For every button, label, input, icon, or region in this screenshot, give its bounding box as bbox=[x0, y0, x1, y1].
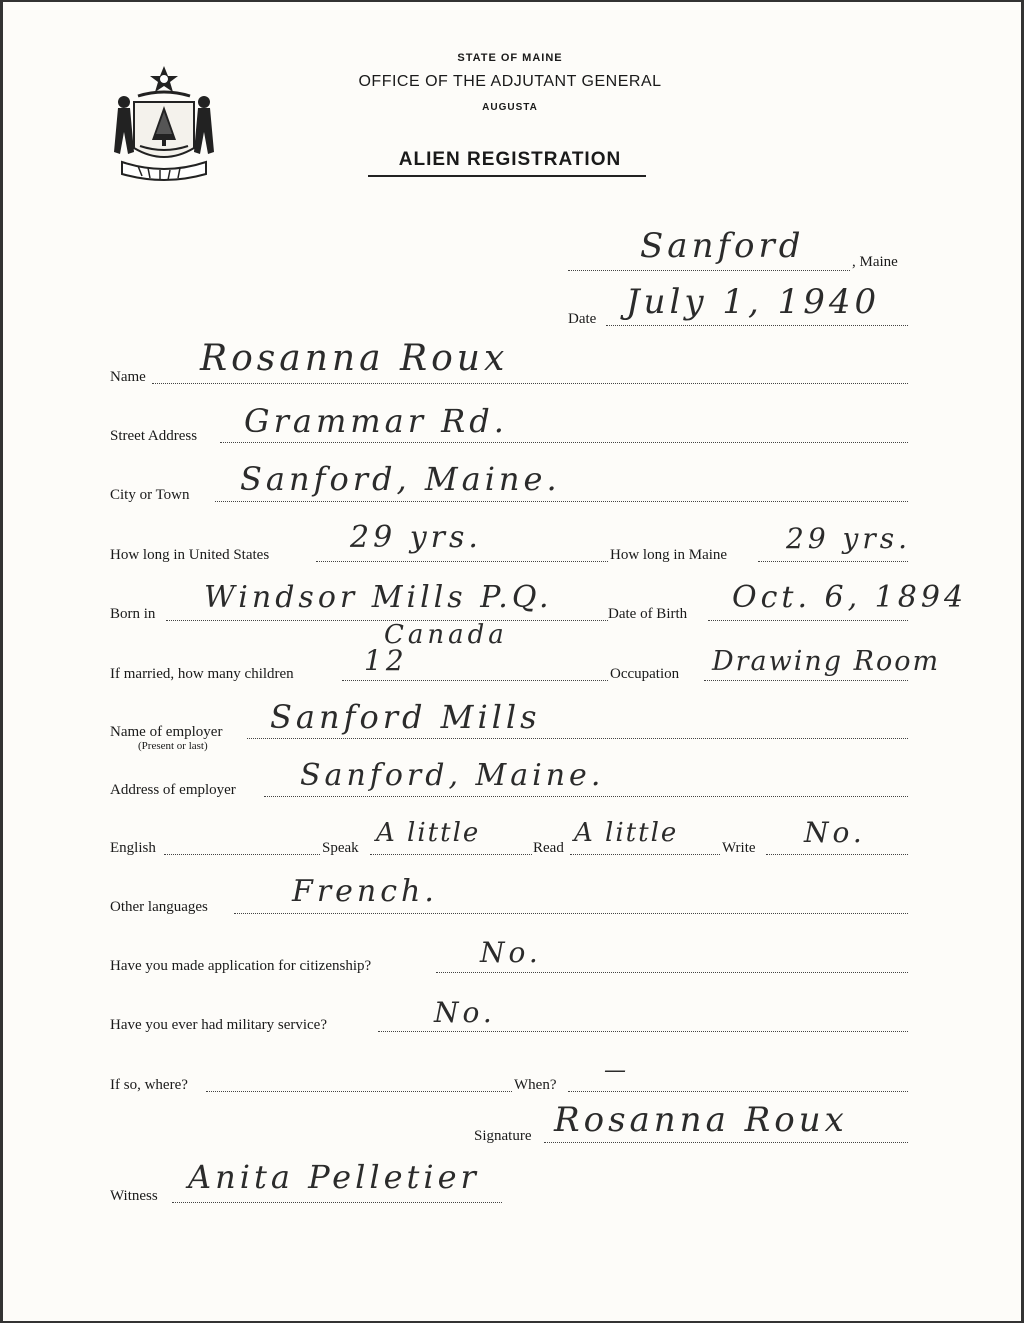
write-entry: No. bbox=[804, 816, 866, 849]
children-label: If married, how many children bbox=[110, 666, 294, 682]
header-city: AUGUSTA bbox=[482, 102, 538, 113]
when-line bbox=[568, 1091, 908, 1092]
read-entry: A little bbox=[574, 818, 679, 848]
witness-entry: Anita Pelletier bbox=[188, 1158, 480, 1196]
citizenship-entry: No. bbox=[480, 936, 542, 969]
town-entry: Sanford bbox=[640, 226, 805, 266]
form-title: ALIEN REGISTRATION bbox=[398, 149, 622, 170]
military-line bbox=[378, 1031, 908, 1032]
header-office: OFFICE OF THE ADJUTANT GENERAL bbox=[358, 73, 662, 90]
employer-address-line bbox=[264, 796, 908, 797]
read-label: Read bbox=[533, 840, 564, 856]
other-languages-entry: French. bbox=[292, 874, 438, 909]
occupation-entry: Drawing Room bbox=[712, 646, 941, 677]
frame-top bbox=[0, 0, 1024, 2]
employer-address-entry: Sanford, Maine. bbox=[300, 758, 605, 793]
military-label: Have you ever had military service? bbox=[110, 1017, 327, 1033]
name-label: Name bbox=[110, 369, 146, 385]
other-languages-label: Other languages bbox=[110, 899, 208, 915]
street-line bbox=[220, 442, 908, 443]
occupation-line bbox=[704, 680, 908, 681]
maine-seal-icon bbox=[108, 62, 220, 186]
how-long-us-label: How long in United States bbox=[110, 547, 270, 563]
frame-left bbox=[0, 0, 3, 1323]
town-line bbox=[568, 270, 850, 271]
born-in-entry: Windsor Mills P.Q. bbox=[204, 580, 553, 615]
city-entry: Sanford, Maine. bbox=[240, 460, 561, 498]
maine-suffix-label: , Maine bbox=[852, 254, 898, 270]
speak-entry: A little bbox=[376, 818, 481, 848]
write-line bbox=[766, 854, 908, 855]
employer-note: (Present or last) bbox=[138, 740, 208, 752]
signature-label: Signature bbox=[474, 1128, 532, 1144]
employer-label: Name of employer bbox=[110, 724, 223, 740]
signature-line bbox=[544, 1142, 908, 1143]
witness-label: Witness bbox=[110, 1188, 158, 1204]
employer-entry: Sanford Mills bbox=[270, 698, 541, 736]
date-of-birth-label: Date of Birth bbox=[608, 606, 688, 622]
write-label: Write bbox=[722, 840, 756, 856]
date-line bbox=[606, 325, 908, 326]
occupation-label: Occupation bbox=[610, 666, 680, 682]
employer-address-label: Address of employer bbox=[110, 782, 236, 798]
how-long-maine-line bbox=[758, 561, 908, 562]
when-entry: — bbox=[604, 1058, 630, 1083]
read-line bbox=[570, 854, 720, 855]
city-label: City or Town bbox=[110, 487, 190, 503]
name-line bbox=[152, 383, 908, 384]
street-entry: Grammar Rd. bbox=[244, 402, 508, 440]
speak-label: Speak bbox=[322, 840, 359, 856]
city-line bbox=[215, 501, 908, 502]
how-long-maine-label: How long in Maine bbox=[610, 547, 728, 563]
street-label: Street Address bbox=[110, 428, 198, 444]
witness-line bbox=[172, 1202, 502, 1203]
date-of-birth-entry: Oct. 6, 1894 bbox=[732, 580, 968, 615]
children-line bbox=[342, 680, 608, 681]
born-in-label: Born in bbox=[110, 606, 156, 622]
citizenship-label: Have you made application for citizenship? bbox=[110, 958, 372, 974]
date-entry: July 1, 1940 bbox=[626, 282, 881, 322]
name-entry: Rosanna Roux bbox=[200, 338, 509, 379]
english-line bbox=[164, 854, 320, 855]
where-line bbox=[206, 1091, 512, 1092]
how-long-us-line bbox=[316, 561, 608, 562]
date-of-birth-line bbox=[708, 620, 908, 621]
title-underline bbox=[368, 175, 646, 177]
date-label: Date bbox=[568, 311, 597, 327]
how-long-maine-entry: 29 yrs. bbox=[786, 522, 912, 555]
header-state: STATE OF MAINE bbox=[457, 52, 563, 64]
citizenship-line bbox=[436, 972, 908, 973]
military-entry: No. bbox=[434, 996, 496, 1029]
children-entry: 12 bbox=[364, 644, 408, 677]
born-country-entry: Canada bbox=[384, 620, 508, 650]
where-label: If so, where? bbox=[110, 1077, 188, 1093]
signature-entry: Rosanna Roux bbox=[554, 1100, 848, 1140]
how-long-us-entry: 29 yrs. bbox=[350, 520, 482, 555]
employer-line bbox=[247, 738, 908, 739]
speak-line bbox=[370, 854, 532, 855]
english-label: English bbox=[110, 840, 156, 856]
other-languages-line bbox=[234, 913, 908, 914]
when-label: When? bbox=[514, 1077, 557, 1093]
